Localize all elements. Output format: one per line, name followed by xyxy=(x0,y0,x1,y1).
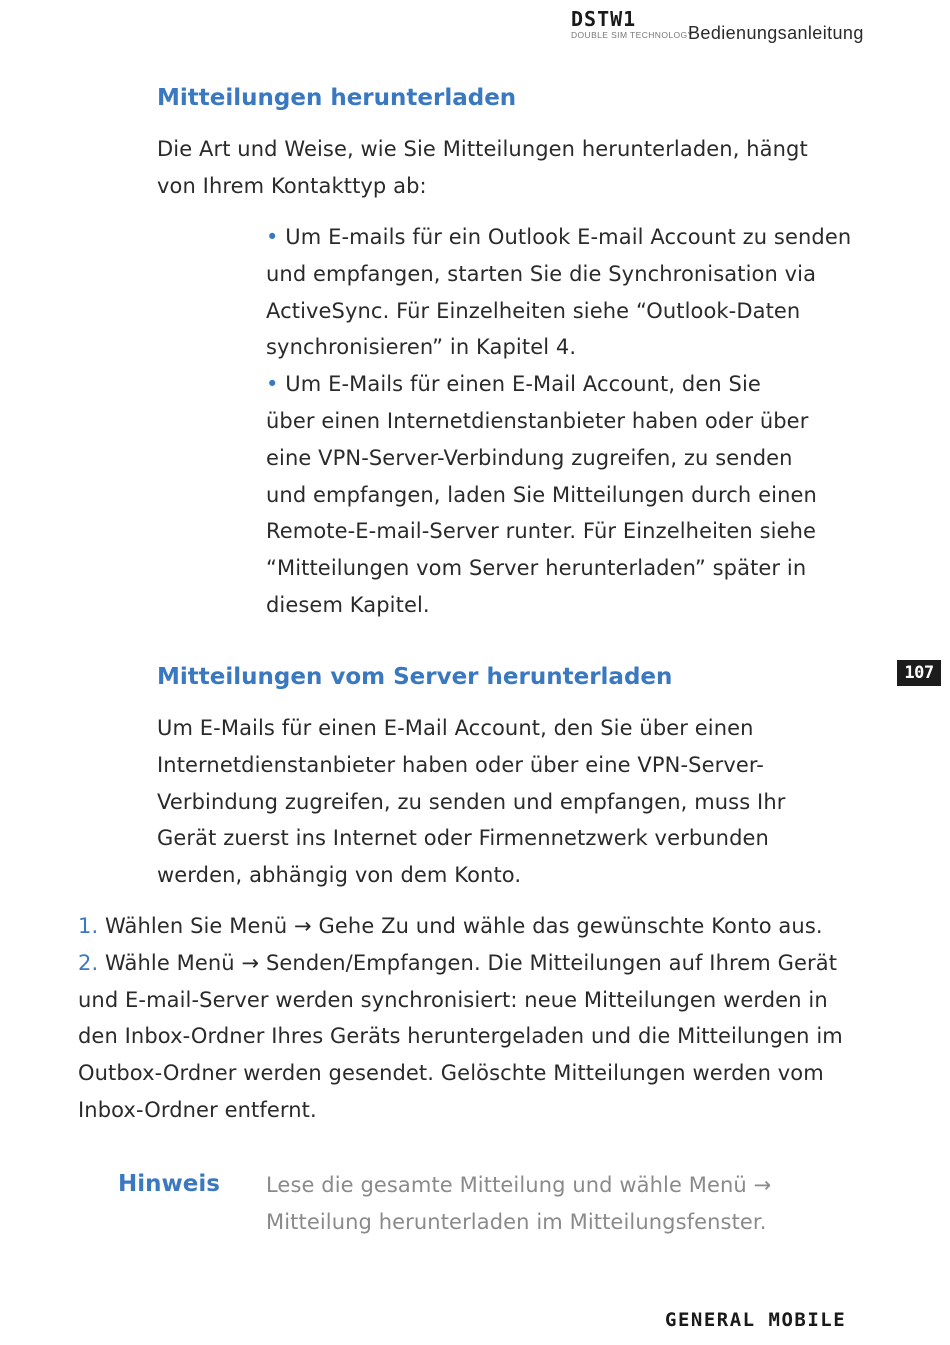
text-line: ActiveSync. Für Einzelheiten siehe “Outlook-Daten xyxy=(266,298,801,323)
text-line: werden, abhängig von dem Konto. xyxy=(157,863,522,888)
text-line: über einen Internetdienstanbieter haben oder über xyxy=(266,408,809,433)
text-line: Wähle Menü → Senden/Empfangen. Die Mitteilungen auf Ihrem Gerät xyxy=(105,950,838,975)
step-number: 2. xyxy=(78,950,99,975)
text-line: und empfangen, laden Sie Mitteilungen durch einen xyxy=(266,482,817,507)
steps-list xyxy=(78,908,843,1129)
bullet-list xyxy=(266,219,851,624)
section-heading-download: Mitteilungen herunterladen xyxy=(157,85,517,111)
text-line: Mitteilung herunterladen im Mitteilungsfenster. xyxy=(266,1209,767,1234)
text-line: diesem Kapitel. xyxy=(266,592,430,617)
text-line: von Ihrem Kontakttyp ab: xyxy=(157,173,427,198)
text-line: Lese die gesamte Mitteilung und wähle Menü → xyxy=(266,1173,772,1197)
intro-paragraph xyxy=(157,131,808,205)
text-line: “Mitteilungen vom Server herunterladen” später in xyxy=(266,556,807,581)
text-line: Remote-E-mail-Server runter. Für Einzelheiten siehe xyxy=(266,519,816,544)
bullet-icon: • xyxy=(266,372,279,397)
text-line: Gerät zuerst ins Internet oder Firmennetzwerk verbunden xyxy=(157,826,769,851)
text-line: Um E-mails für ein Outlook E-mail Account zu senden xyxy=(285,225,852,249)
document-title: Bedienungsanleitung xyxy=(688,23,864,43)
text-line: Die Art und Weise, wie Sie Mitteilungen herunterladen, hängt xyxy=(157,137,808,161)
text-line: Verbindung zugreifen, zu senden und empfangen, muss Ihr xyxy=(157,789,786,814)
section-heading-server: Mitteilungen vom Server herunterladen xyxy=(157,664,673,690)
step-1 xyxy=(78,908,843,945)
text-line: Internetdienstanbieter haben oder über eine VPN-Server- xyxy=(157,752,764,777)
page-number: 107 xyxy=(897,660,941,686)
server-paragraph xyxy=(157,710,785,894)
text-line: Inbox-Ordner entfernt. xyxy=(78,1097,317,1122)
text-line: Outbox-Ordner werden gesendet. Gelöschte Mitteilungen werden vom xyxy=(78,1061,824,1086)
text-line: synchronisieren” in Kapitel 4. xyxy=(266,335,577,360)
step-2 xyxy=(78,945,843,982)
brand-tagline: DOUBLE SIM TECHNOLOGY xyxy=(571,30,694,40)
bullet-icon: • xyxy=(266,225,279,249)
text-line: Um E-Mails für einen E-Mail Account, den Sie xyxy=(285,372,761,397)
text-line: eine VPN-Server-Verbindung zugreifen, zu senden xyxy=(266,445,793,470)
bullet-item-outlook xyxy=(266,219,851,256)
note-label: Hinweis xyxy=(118,1171,220,1197)
text-line: Um E-Mails für einen E-Mail Account, den Sie über einen xyxy=(157,716,754,740)
note-text xyxy=(266,1167,771,1241)
bullet-item-remote xyxy=(266,366,851,403)
brand-logo: DSTW1 xyxy=(571,7,637,31)
footer-brand: GENERAL MOBILE xyxy=(665,1309,847,1331)
text-line: Wählen Sie Menü → Gehe Zu und wähle das gewünschte Konto aus. xyxy=(105,914,823,938)
text-line: den Inbox-Ordner Ihres Geräts heruntergeladen und die Mitteilungen im xyxy=(78,1024,843,1049)
text-line: und E-mail-Server werden synchronisiert: neue Mitteilungen werden in xyxy=(78,987,828,1012)
text-line: und empfangen, starten Sie die Synchronisation via xyxy=(266,261,817,286)
step-number: 1. xyxy=(78,914,99,938)
